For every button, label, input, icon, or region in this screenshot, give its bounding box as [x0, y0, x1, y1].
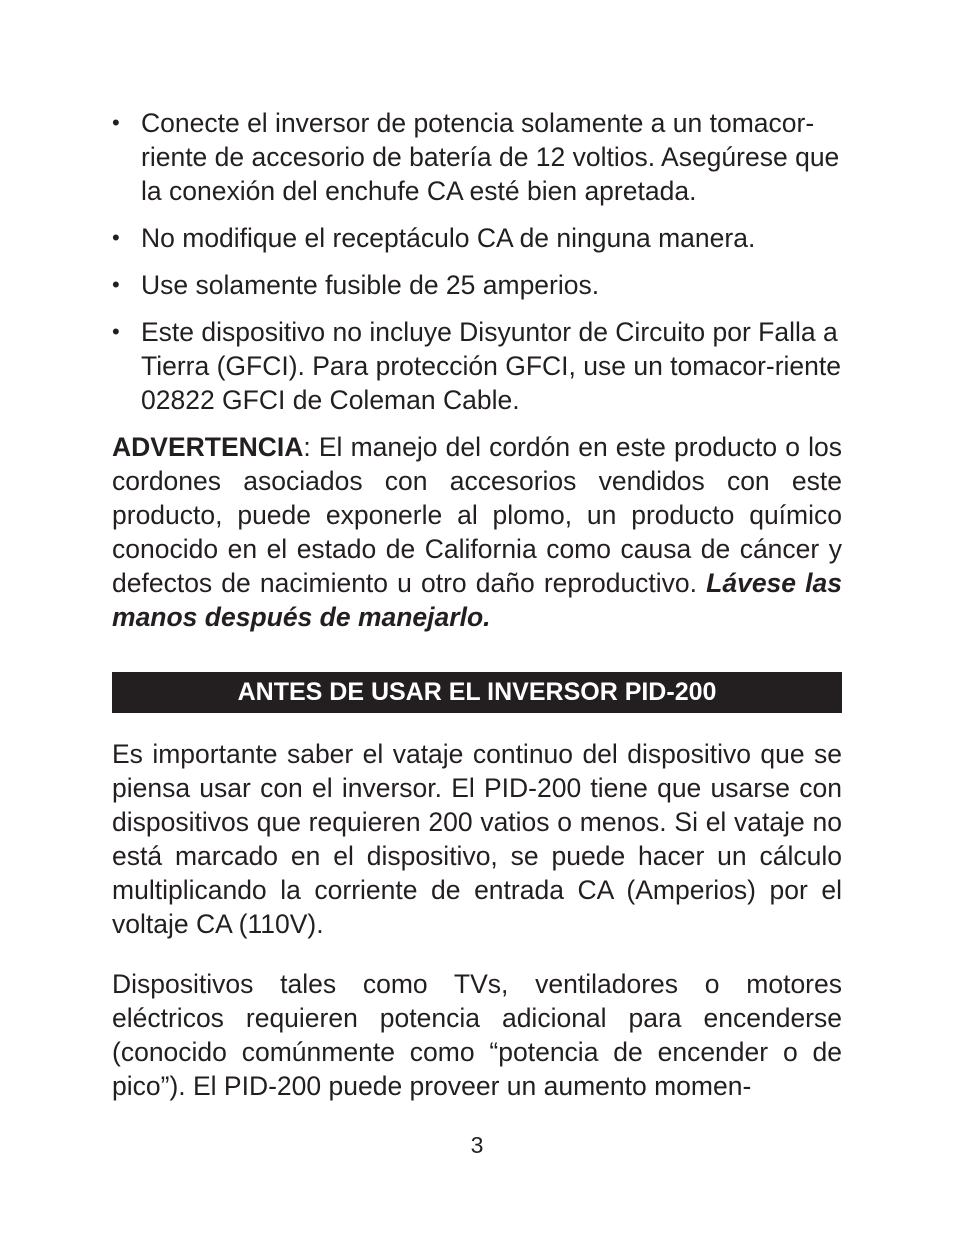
document-body — [112, 106, 842, 1103]
bullet-text: No modifique el receptáculo CA de ninguna manera. — [141, 223, 756, 253]
safety-bullet-list — [112, 106, 842, 417]
list-item — [112, 315, 842, 417]
page-number: 3 — [470, 1132, 484, 1158]
bullet-marker: • — [112, 225, 120, 250]
warning-paragraph — [112, 430, 842, 634]
bullet-marker: • — [112, 319, 120, 344]
bullet-text: Conecte el inversor de potencia solamente a un tomacor-riente de accesorio de batería de 12 voltios. Asegúrese que la conexión del enchufe CA esté bien apretada. — [141, 108, 840, 206]
bullet-text: Este dispositivo no incluye Disyuntor de Circuito por Falla a Tierra (GFCI). Para protección GFCI, use un tomacor-riente 02822 GFCI de Coleman Cable. — [141, 317, 842, 415]
bullet-text: Use solamente fusible de 25 amperios. — [141, 270, 600, 300]
warning-label: ADVERTENCIA — [112, 432, 304, 462]
bullet-marker: • — [112, 110, 120, 135]
bullet-marker: • — [112, 272, 120, 297]
list-item — [112, 221, 842, 255]
section-title: ANTES DE USAR EL INVERSOR PID-200 — [237, 678, 717, 706]
body-paragraph: Es importante saber el vataje continuo del dispositivo que se piensa usar con el inversor. El PID-200 tiene que usarse con dispositivos que requieren 200 vatios o menos. Si el vataje no está marcado en el dispositivo, se puede hacer un cálculo multiplicando la corriente de entrada CA (Amperios) por el voltaje CA (110V). — [112, 739, 842, 939]
body-paragraph: Dispositivos tales como TVs, ventiladores o motores eléctricos requieren potencia adicional para encenderse (conocido comúnmente como “potencia de encender o de pico”). El PID-200 puede proveer un aumento momen- — [112, 969, 842, 1101]
section-heading-bar — [112, 672, 842, 713]
list-item — [112, 106, 842, 208]
warning-text: : El manejo del cordón en este producto o los cordones asociados con accesorios vendidos con este producto, puede exponerle al plomo, un producto químico conocido en el estado de California como causa de cáncer y defectos de nacimiento u otro daño reproductivo. — [112, 432, 842, 598]
warning-emphasis: Lávese las manos después de manejarlo. — [112, 568, 842, 632]
list-item — [112, 268, 842, 302]
